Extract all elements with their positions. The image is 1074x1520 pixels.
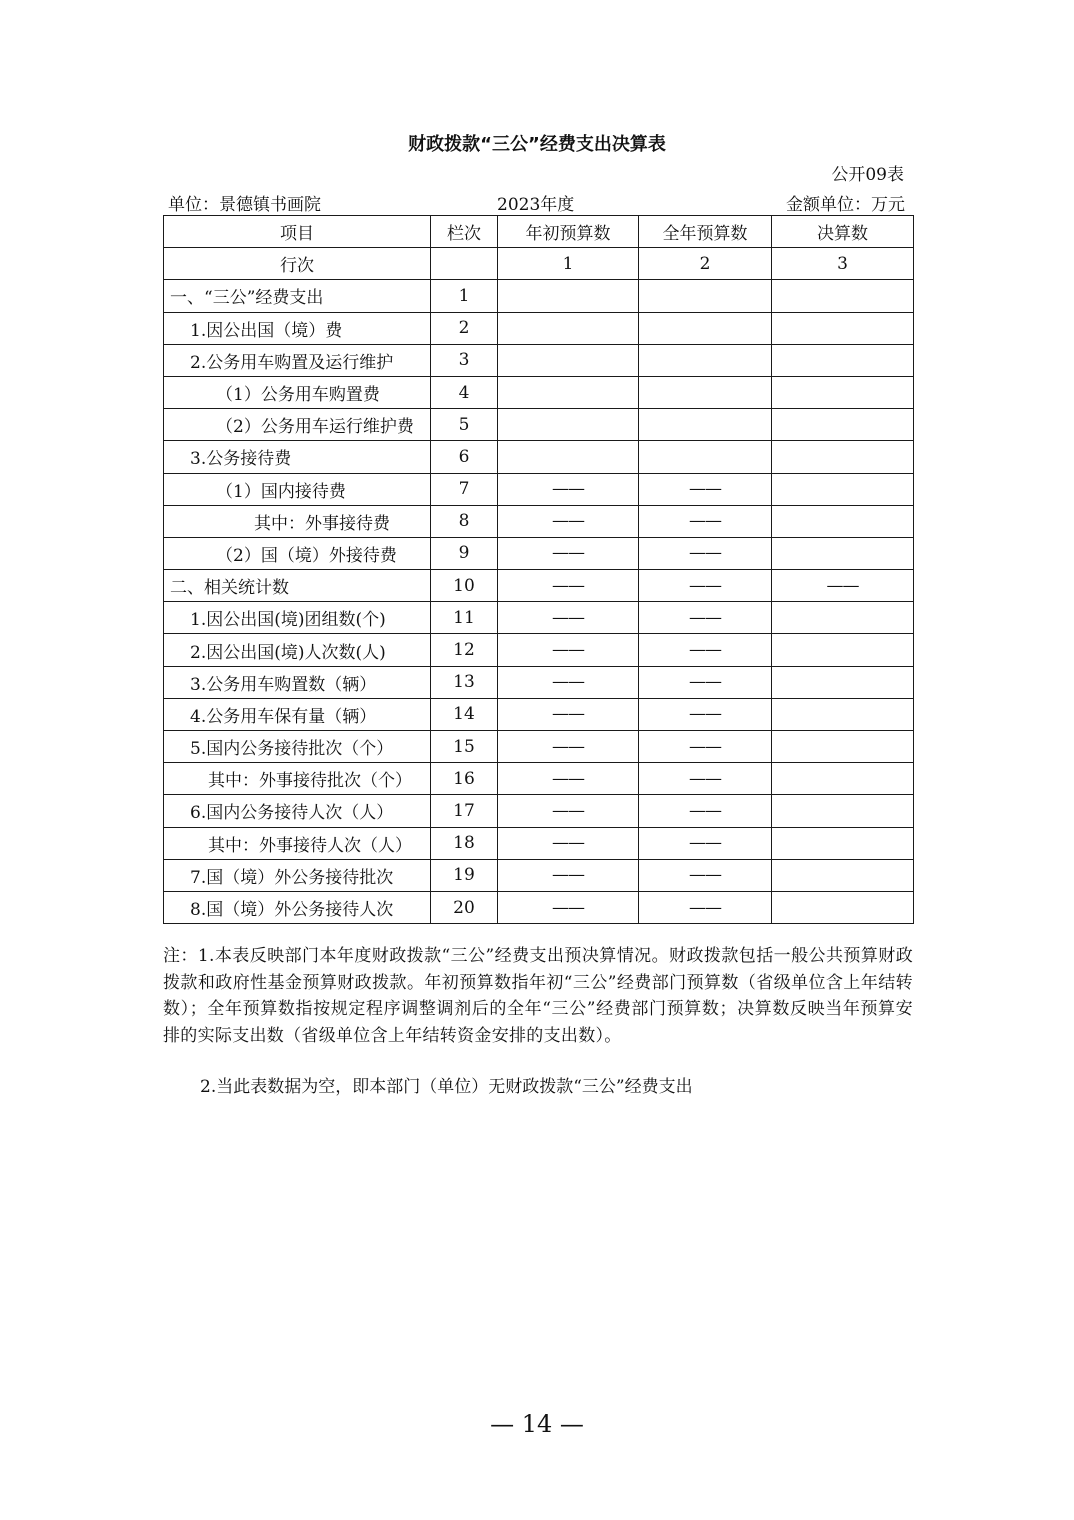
- cell-col2: ——: [639, 634, 772, 666]
- cell-col2: ——: [639, 731, 772, 763]
- cell-col1: ——: [498, 698, 639, 730]
- cell-col2: ——: [639, 859, 772, 891]
- row-no: 11: [431, 602, 498, 634]
- cell-col1: ——: [498, 634, 639, 666]
- table-row: [164, 698, 914, 730]
- row-label: 1.因公出国(境)团组数(个): [164, 602, 431, 634]
- row-no: 10: [431, 570, 498, 602]
- row-label: 1.因公出国（境）费: [164, 312, 431, 344]
- row-label: 4.公务用车保有量（辆）: [164, 698, 431, 730]
- row-no: 18: [431, 827, 498, 859]
- cell-col2: [639, 441, 772, 473]
- cell-col3: [772, 859, 914, 891]
- cell-col2: ——: [639, 473, 772, 505]
- form-code: 公开09表: [831, 165, 904, 185]
- cell-col2: [639, 344, 772, 376]
- cell-col3: [772, 344, 914, 376]
- cell-col3: [772, 602, 914, 634]
- cell-col1: [498, 344, 639, 376]
- table-row: [164, 795, 914, 827]
- table-row: [164, 441, 914, 473]
- subheader-col3: 3: [772, 248, 914, 280]
- cell-col3: [772, 280, 914, 312]
- cell-col1: ——: [498, 827, 639, 859]
- cell-col1: ——: [498, 570, 639, 602]
- cell-col3: [772, 376, 914, 408]
- row-no: 9: [431, 537, 498, 569]
- table-row: [164, 570, 914, 602]
- table-row: [164, 537, 914, 569]
- row-no: 3: [431, 344, 498, 376]
- cell-col3: ——: [772, 570, 914, 602]
- cell-col1: ——: [498, 602, 639, 634]
- row-label: 其中：外事接待费: [164, 505, 431, 537]
- row-no: 12: [431, 634, 498, 666]
- cell-col2: ——: [639, 602, 772, 634]
- table-row: [164, 827, 914, 859]
- row-no: 2: [431, 312, 498, 344]
- money-unit-label: 金额单位：万元: [786, 195, 905, 215]
- table-row: [164, 344, 914, 376]
- row-no: 16: [431, 763, 498, 795]
- cell-col3: [772, 312, 914, 344]
- row-label: 2.因公出国(境)人次数(人): [164, 634, 431, 666]
- table-row: [164, 376, 914, 408]
- cell-col1: [498, 312, 639, 344]
- cell-col2: ——: [639, 698, 772, 730]
- cell-col2: ——: [639, 537, 772, 569]
- cell-col2: [639, 312, 772, 344]
- cell-col1: ——: [498, 473, 639, 505]
- footnote-1: 注：1.本表反映部门本年度财政拨款“三公”经费支出预决算情况。财政拨款包括一般公共预算财政拨款和政府性基金预算财政拨款。年初预算数指年初“三公”经费部门预算数（省级单位含上年结转数）；全年预算数指按规定程序调整调剂后的全年“三公”经费部门预算数；决算数反映当年预算安排的实际支出数（省级单位含上年结转资金安排的支出数）。: [163, 946, 913, 1046]
- header-col3: 决算数: [772, 216, 914, 248]
- row-no: 15: [431, 731, 498, 763]
- row-label: 一、“三公”经费支出: [164, 280, 431, 312]
- row-label: 6.国内公务接待人次（人）: [164, 795, 431, 827]
- row-no: 1: [431, 280, 498, 312]
- cell-col1: ——: [498, 537, 639, 569]
- cell-col3: [772, 537, 914, 569]
- table-row: [164, 409, 914, 441]
- cell-col1: ——: [498, 763, 639, 795]
- subheader-col1: 1: [498, 248, 639, 280]
- cell-col1: ——: [498, 795, 639, 827]
- row-no: 7: [431, 473, 498, 505]
- cell-col3: [772, 827, 914, 859]
- table-row: [164, 731, 914, 763]
- cell-col2: ——: [639, 795, 772, 827]
- cell-col1: [498, 280, 639, 312]
- row-label: 3.公务用车购置数（辆）: [164, 666, 431, 698]
- row-no: 4: [431, 376, 498, 408]
- cell-col3: [772, 634, 914, 666]
- cell-col3: [772, 441, 914, 473]
- row-no: 8: [431, 505, 498, 537]
- meta-row: [168, 190, 905, 214]
- cell-col2: [639, 280, 772, 312]
- table-row: [164, 634, 914, 666]
- row-label: 8.国（境）外公务接待人次: [164, 891, 431, 923]
- cell-col1: ——: [498, 731, 639, 763]
- table-row: [164, 666, 914, 698]
- table-row: [164, 602, 914, 634]
- cell-col2: ——: [639, 763, 772, 795]
- cell-col2: [639, 376, 772, 408]
- cell-col2: [639, 409, 772, 441]
- expense-table: [163, 215, 914, 924]
- cell-col3: [772, 666, 914, 698]
- row-label: （1）国内接待费: [164, 473, 431, 505]
- table-row: [164, 312, 914, 344]
- cell-col1: ——: [498, 891, 639, 923]
- cell-col1: [498, 409, 639, 441]
- row-label: （2）公务用车运行维护费: [164, 409, 431, 441]
- row-no: 5: [431, 409, 498, 441]
- row-label: （2）国（境）外接待费: [164, 537, 431, 569]
- row-no: 14: [431, 698, 498, 730]
- row-label: 3.公务接待费: [164, 441, 431, 473]
- row-label: 二、相关统计数: [164, 570, 431, 602]
- unit-label: 单位：景德镇书画院: [168, 195, 321, 215]
- header-col1: 年初预算数: [498, 216, 639, 248]
- cell-col3: [772, 698, 914, 730]
- header-row-no: 栏次: [431, 216, 498, 248]
- cell-col2: ——: [639, 570, 772, 602]
- cell-col3: [772, 891, 914, 923]
- cell-col3: [772, 763, 914, 795]
- table-row: [164, 280, 914, 312]
- year-label: 2023年度: [497, 195, 575, 215]
- row-no: 19: [431, 859, 498, 891]
- cell-col1: ——: [498, 666, 639, 698]
- table-row: [164, 505, 914, 537]
- subheader-row-no: [431, 248, 498, 280]
- table-row: [164, 891, 914, 923]
- cell-col1: [498, 441, 639, 473]
- table-header-row: [164, 216, 914, 248]
- row-label: （1）公务用车购置费: [164, 376, 431, 408]
- cell-col2: ——: [639, 827, 772, 859]
- table-row: [164, 473, 914, 505]
- subheader-label: 行次: [164, 248, 431, 280]
- cell-col1: [498, 376, 639, 408]
- row-no: 17: [431, 795, 498, 827]
- header-item: 项目: [164, 216, 431, 248]
- row-label: 5.国内公务接待批次（个）: [164, 731, 431, 763]
- table-subheader-row: [164, 248, 914, 280]
- row-no: 13: [431, 666, 498, 698]
- cell-col3: [772, 409, 914, 441]
- subheader-col2: 2: [639, 248, 772, 280]
- row-label: 7.国（境）外公务接待批次: [164, 859, 431, 891]
- table-row: [164, 859, 914, 891]
- cell-col1: ——: [498, 859, 639, 891]
- row-no: 20: [431, 891, 498, 923]
- table-row: [164, 763, 914, 795]
- row-label: 其中：外事接待批次（个）: [164, 763, 431, 795]
- cell-col3: [772, 505, 914, 537]
- row-no: 6: [431, 441, 498, 473]
- cell-col2: ——: [639, 666, 772, 698]
- cell-col3: [772, 795, 914, 827]
- cell-col3: [772, 731, 914, 763]
- cell-col3: [772, 473, 914, 505]
- page-number: — 14 —: [490, 1410, 584, 1438]
- table-title: 财政拨款“三公”经费支出决算表: [408, 134, 666, 155]
- row-label: 2.公务用车购置及运行维护: [164, 344, 431, 376]
- cell-col2: ——: [639, 505, 772, 537]
- row-label: 其中：外事接待人次（人）: [164, 827, 431, 859]
- cell-col1: ——: [498, 505, 639, 537]
- header-col2: 全年预算数: [639, 216, 772, 248]
- footnote-2: 2.当此表数据为空，即本部门（单位）无财政拨款“三公”经费支出: [200, 1077, 693, 1097]
- cell-col2: ——: [639, 891, 772, 923]
